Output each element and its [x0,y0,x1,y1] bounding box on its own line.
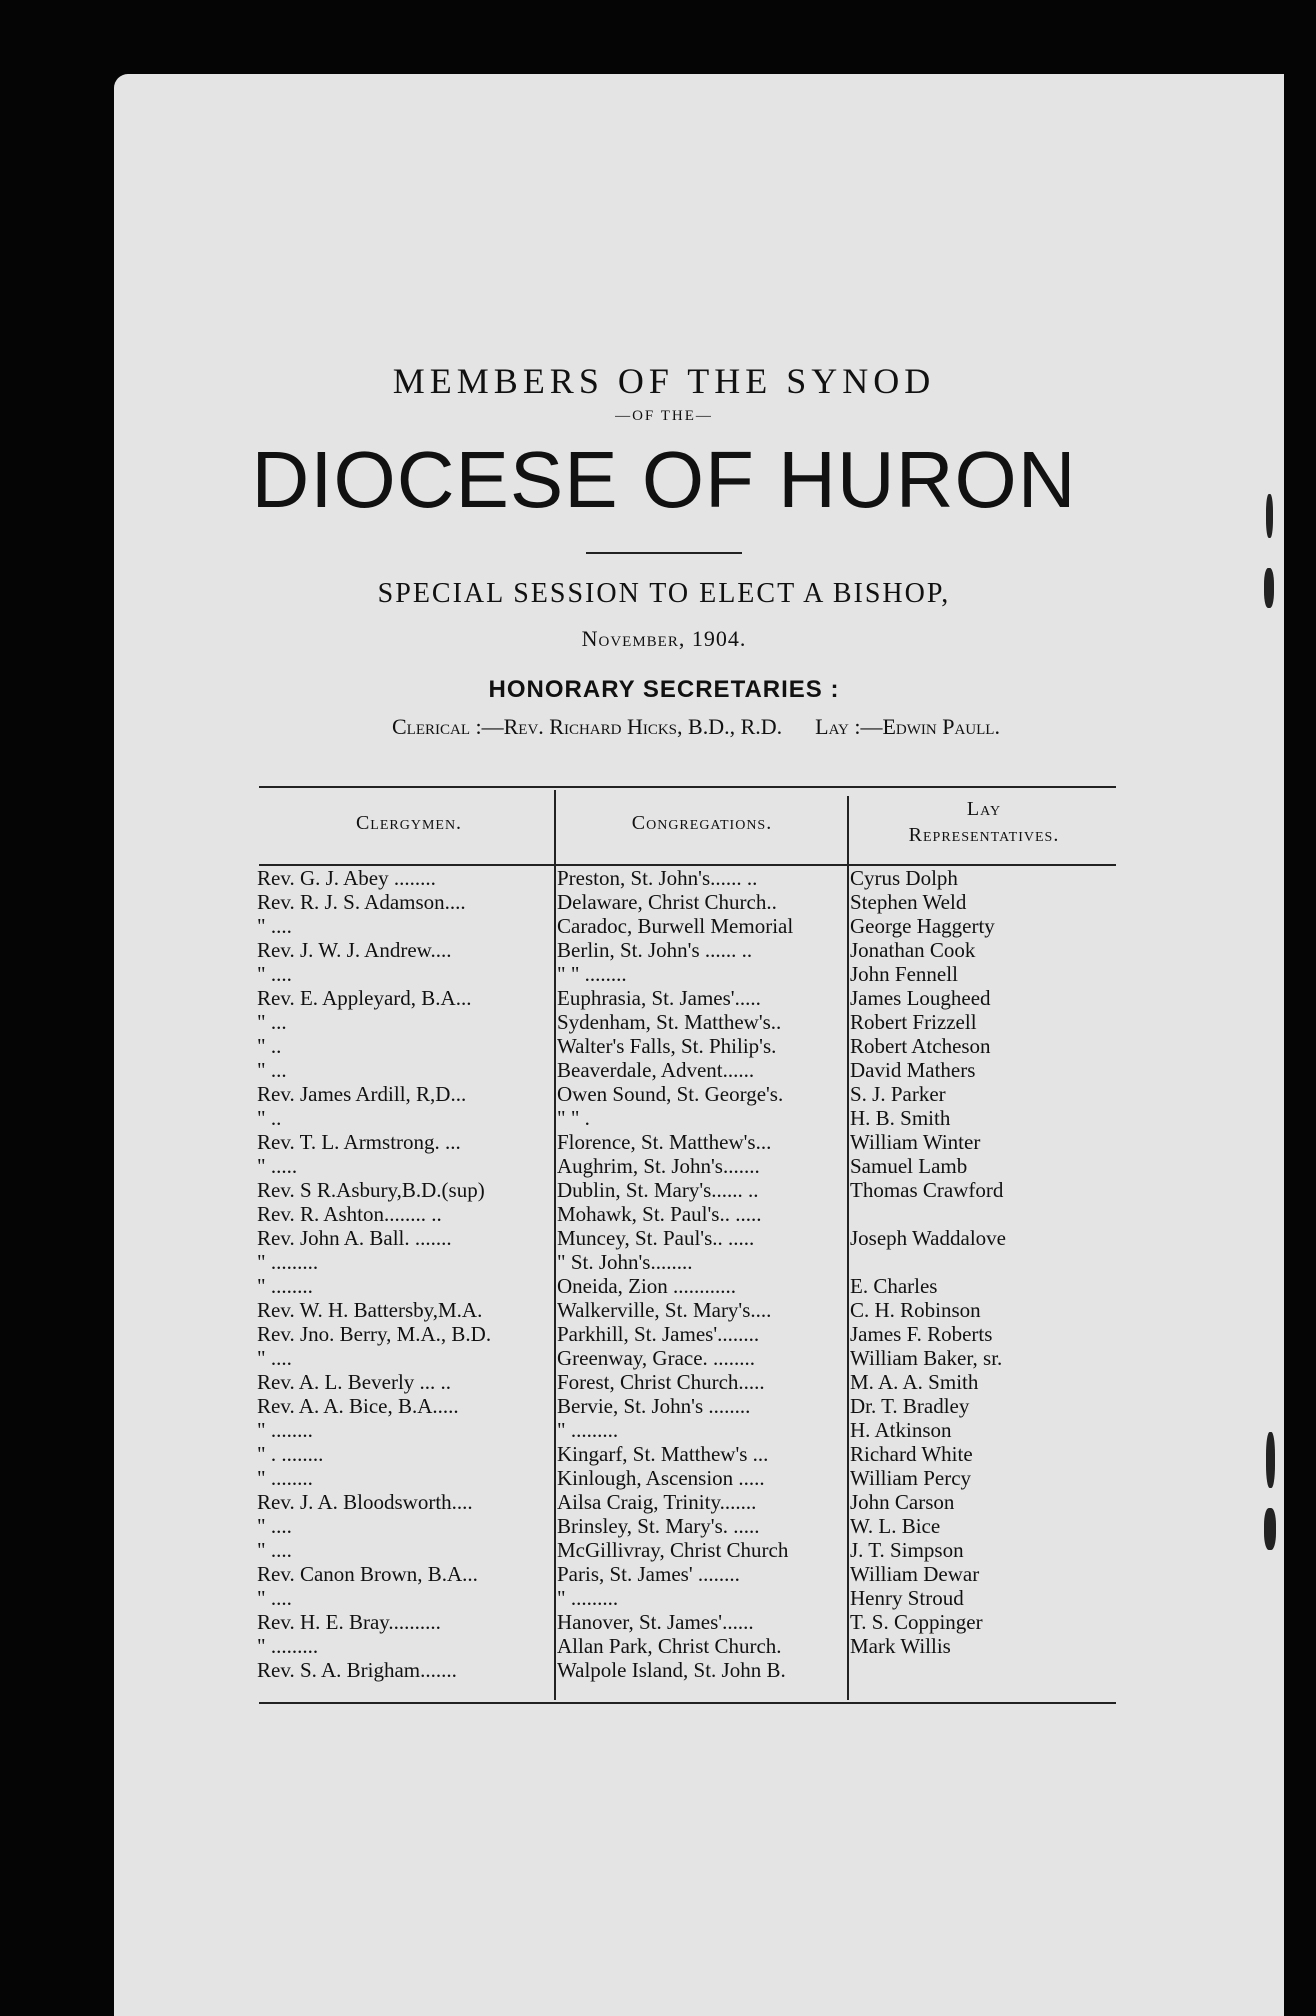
of-the-line: —OF THE— [615,408,713,424]
diocese-title: DIOCESE OF HURON [251,435,1077,524]
edge-smudge [1266,1432,1275,1488]
table-row [257,1610,1117,1634]
congregation-cell: " St. John's........ [557,1250,693,1274]
lay-representative-cell: William Winter [850,1130,981,1154]
table-row [257,1130,1117,1154]
clergyman-cell: " ........ [257,1466,313,1490]
table-row [257,1154,1117,1178]
congregation-cell: Ailsa Craig, Trinity....... [557,1490,757,1514]
table-row [257,938,1117,962]
lay-representative-cell: C. H. Robinson [850,1298,981,1322]
table-row [257,1106,1117,1130]
clergyman-cell: " ..... [257,1154,298,1178]
congregation-cell: Caradoc, Burwell Memorial [557,914,794,938]
lay-representative-cell: Henry Stroud [850,1586,964,1610]
clergyman-cell: Rev. S R.Asbury,B.D.(sup) [257,1178,485,1202]
title-rule [586,552,742,554]
congregation-cell: " ......... [557,1418,619,1442]
table-row [257,1082,1117,1106]
table-row [257,1394,1117,1418]
congregation-cell: Kingarf, St. Matthew's ... [557,1442,769,1466]
lay-representative-cell: William Dewar [850,1562,980,1586]
clergyman-cell: Rev. W. H. Battersby,M.A. [257,1298,483,1322]
lay-representative-cell: William Percy [850,1466,972,1490]
clergyman-cell: " .. [257,1034,282,1058]
session-line: SPECIAL SESSION TO ELECT A BISHOP, [377,578,951,609]
table-row [257,1418,1117,1442]
members-table [257,866,1117,1682]
congregation-cell: " ......... [557,1586,619,1610]
clergyman-cell: " ... [257,1058,287,1082]
clergyman-cell: Rev. James Ardill, R,D... [257,1082,467,1106]
lay-representative-cell: Jonathan Cook [850,938,976,962]
congregation-cell: Mohawk, St. Paul's.. ..... [557,1202,762,1226]
header-congregations: Congregations. [631,812,773,834]
edge-smudge [1264,1508,1276,1550]
table-row [257,866,1117,890]
clergyman-cell: " ........ [257,1274,313,1298]
table-row [257,1634,1117,1658]
table-row [257,914,1117,938]
clergyman-cell: " .... [257,1586,292,1610]
congregation-cell: Euphrasia, St. James'..... [557,986,761,1010]
congregation-cell: Beaverdale, Advent...... [557,1058,755,1082]
table-row [257,1034,1117,1058]
header-lay: Lay [966,798,1002,820]
lay-representative-cell: Mark Willis [850,1634,951,1658]
congregation-cell: Oneida, Zion ............ [557,1274,737,1298]
date-line: November, 1904. [581,626,747,651]
lay-representative-cell: W. L. Bice [850,1514,941,1538]
lay-representative-cell: E. Charles [850,1274,938,1298]
table-row [257,1562,1117,1586]
lay-representative-cell: Thomas Crawford [850,1178,1004,1202]
lay-representative-cell: H. B. Smith [850,1106,951,1130]
lay-representative-cell: Stephen Weld [850,890,967,914]
table-row [257,1490,1117,1514]
lay-representative-cell: H. Atkinson [850,1418,952,1442]
congregation-cell: Walkerville, St. Mary's.... [557,1298,772,1322]
clergyman-cell: Rev. E. Appleyard, B.A... [257,986,472,1010]
table-row [257,1346,1117,1370]
congregation-cell: McGillivray, Christ Church [557,1538,789,1562]
lay-representative-cell: Richard White [850,1442,973,1466]
congregation-cell: Sydenham, St. Matthew's.. [557,1010,782,1034]
honorary-heading: HONORARY SECRETARIES : [488,676,840,703]
edge-smudge [1264,568,1274,608]
congregation-cell: Muncey, St. Paul's.. ..... [557,1226,755,1250]
table-row [257,1442,1117,1466]
table-row [257,962,1117,986]
lay-representative-cell: Samuel Lamb [850,1154,968,1178]
lay-representative-cell: John Carson [850,1490,955,1514]
lay-representative-cell: James Lougheed [850,986,991,1010]
clergyman-cell: " ......... [257,1250,319,1274]
clergyman-cell: Rev. R. J. S. Adamson.... [257,890,466,914]
clergyman-cell: Rev. A. A. Bice, B.A..... [257,1394,459,1418]
lay-representative-cell: George Haggerty [850,914,995,938]
congregation-cell: Kinlough, Ascension ..... [557,1466,765,1490]
congregation-cell: " " . [557,1106,590,1130]
table-row [257,1226,1117,1250]
lay-representative-cell: Robert Frizzell [850,1010,977,1034]
table-bottom-rule [259,1702,1116,1704]
clergyman-cell: " .... [257,962,292,986]
lay-representative-cell: David Mathers [850,1058,976,1082]
lay-representative-cell: M. A. A. Smith [850,1370,979,1394]
clergyman-cell: Rev. H. E. Bray.......... [257,1610,441,1634]
table-row [257,1586,1117,1610]
synod-title: MEMBERS OF THE SYNOD [392,361,936,401]
table-top-rule [259,786,1116,788]
clergyman-cell: " ......... [257,1634,319,1658]
clergyman-cell: " ... [257,1010,287,1034]
clergyman-cell: Rev. T. L. Armstrong. ... [257,1130,461,1154]
header-clergymen: Clergymen. [355,812,463,834]
lay-representative-cell: James F. Roberts [850,1322,993,1346]
congregation-cell: Aughrim, St. John's....... [557,1154,760,1178]
clergyman-cell: " .... [257,1514,292,1538]
table-row [257,1178,1117,1202]
lay-representative-cell: John Fennell [850,962,958,986]
congregation-cell: Walpole Island, St. John B. [557,1658,786,1682]
congregation-cell: Berlin, St. John's ...... .. [557,938,753,962]
table-row [257,1202,1117,1226]
congregation-cell: Walter's Falls, St. Philip's. [557,1034,777,1058]
clergyman-cell: Rev. J. W. J. Andrew.... [257,938,452,962]
clergyman-cell: Rev. Jno. Berry, M.A., B.D. [257,1322,492,1346]
congregation-cell: Paris, St. James' ........ [557,1562,740,1586]
congregation-cell: Preston, St. John's...... .. [557,866,758,890]
table-row [257,1298,1117,1322]
congregation-cell: Bervie, St. John's ........ [557,1394,751,1418]
congregation-cell: Hanover, St. James'...... [557,1610,754,1634]
congregation-cell: Forest, Christ Church..... [557,1370,765,1394]
lay-representative-cell: J. T. Simpson [850,1538,964,1562]
clergyman-cell: " .... [257,1538,292,1562]
clergyman-cell: " . ........ [257,1442,324,1466]
lay-representative-cell: Joseph Waddalove [850,1226,1006,1250]
edge-smudge [1266,494,1273,538]
clergyman-cell: " .. [257,1106,282,1130]
congregation-cell: Allan Park, Christ Church. [557,1634,782,1658]
clergyman-cell: Rev. Canon Brown, B.A... [257,1562,478,1586]
clergyman-cell: " .... [257,914,292,938]
congregation-cell: Florence, St. Matthew's... [557,1130,772,1154]
table-row [257,1274,1117,1298]
table-row [257,1370,1117,1394]
lay-representative-cell: S. J. Parker [850,1082,946,1106]
lay-representative-cell: Robert Atcheson [850,1034,991,1058]
clergyman-cell: Rev. G. J. Abey ........ [257,866,436,890]
clergyman-cell: Rev. John A. Ball. ....... [257,1226,452,1250]
table-row [257,1466,1117,1490]
congregation-cell: Parkhill, St. James'........ [557,1322,760,1346]
table-row [257,986,1117,1010]
table-row [257,1058,1117,1082]
table-row [257,1010,1117,1034]
congregation-cell: Brinsley, St. Mary's. ..... [557,1514,760,1538]
lay-representative-cell: T. S. Coppinger [850,1610,983,1634]
clergyman-cell: " .... [257,1346,292,1370]
table-row [257,1322,1117,1346]
lay-representative-cell: Cyrus Dolph [850,866,958,890]
document-page [114,74,1284,2016]
clergyman-cell: Rev. J. A. Bloodsworth.... [257,1490,473,1514]
clergyman-cell: Rev. A. L. Beverly ... .. [257,1370,452,1394]
congregation-cell: Delaware, Christ Church.. [557,890,777,914]
table-row [257,890,1117,914]
congregation-cell: Dublin, St. Mary's...... .. [557,1178,759,1202]
secretaries-line: Clerical :—Rev. Richard Hicks, B.D., R.D. Lay :—Edwin Paull. [392,714,1000,739]
congregation-cell: " " ........ [557,962,627,986]
table-row [257,1538,1117,1562]
congregation-cell: Owen Sound, St. George's. [557,1082,784,1106]
clergyman-cell: " ........ [257,1418,313,1442]
lay-representative-cell: William Baker, sr. [850,1346,1003,1370]
header-representatives: Representatives. [908,824,1060,846]
congregation-cell: Greenway, Grace. ........ [557,1346,756,1370]
lay-representative-cell: Dr. T. Bradley [850,1394,970,1418]
clergyman-cell: Rev. S. A. Brigham....... [257,1658,457,1682]
clergyman-cell: Rev. R. Ashton........ .. [257,1202,442,1226]
table-row [257,1514,1117,1538]
table-row [257,1250,1117,1274]
table-row [257,1658,1117,1682]
